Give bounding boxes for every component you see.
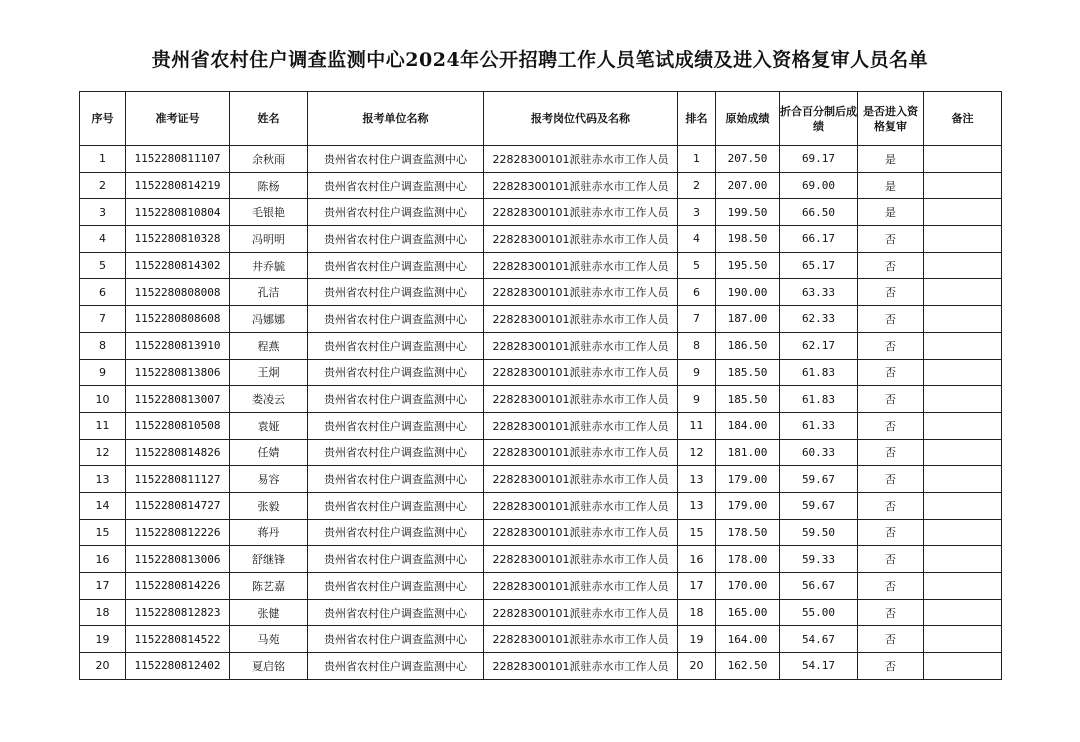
cell-name: 冯明明 [230, 226, 308, 253]
table-row [80, 172, 1002, 199]
cell-seq: 4 [80, 226, 126, 253]
cell-raw-score: 199.50 [716, 199, 780, 226]
cell-percent-score: 61.83 [780, 359, 858, 386]
cell-seq: 11 [80, 412, 126, 439]
cell-seq: 9 [80, 359, 126, 386]
cell-unit: 贵州省农村住户调查监测中心 [308, 519, 484, 546]
cell-seq: 17 [80, 573, 126, 600]
col-header-rank: 排名 [678, 92, 716, 146]
cell-seq: 14 [80, 492, 126, 519]
cell-seq: 5 [80, 252, 126, 279]
cell-rank: 13 [678, 492, 716, 519]
cell-percent-score: 69.00 [780, 172, 858, 199]
cell-unit: 贵州省农村住户调查监测中心 [308, 359, 484, 386]
cell-name: 王炯 [230, 359, 308, 386]
table-row [80, 306, 1002, 333]
table-row [80, 546, 1002, 573]
cell-percent-score: 63.33 [780, 279, 858, 306]
col-header-name: 姓名 [230, 92, 308, 146]
cell-name: 易容 [230, 466, 308, 493]
cell-rank: 18 [678, 599, 716, 626]
table-row [80, 279, 1002, 306]
cell-raw-score: 170.00 [716, 573, 780, 600]
cell-exam-id: 1152280813910 [126, 332, 230, 359]
cell-raw-score: 198.50 [716, 226, 780, 253]
col-header-note: 备注 [924, 92, 1002, 146]
cell-note [924, 172, 1002, 199]
cell-percent-score: 60.33 [780, 439, 858, 466]
cell-review: 否 [858, 653, 924, 680]
table-row [80, 626, 1002, 653]
cell-note [924, 439, 1002, 466]
cell-name: 孔洁 [230, 279, 308, 306]
cell-note [924, 332, 1002, 359]
cell-exam-id: 1152280812226 [126, 519, 230, 546]
cell-position: 22828300101派驻赤水市工作人员 [484, 626, 678, 653]
cell-position: 22828300101派驻赤水市工作人员 [484, 466, 678, 493]
cell-name: 毛银艳 [230, 199, 308, 226]
cell-note [924, 279, 1002, 306]
cell-name: 井乔毓 [230, 252, 308, 279]
cell-raw-score: 164.00 [716, 626, 780, 653]
cell-percent-score: 59.67 [780, 466, 858, 493]
table-row [80, 226, 1002, 253]
cell-percent-score: 66.17 [780, 226, 858, 253]
cell-position: 22828300101派驻赤水市工作人员 [484, 653, 678, 680]
cell-raw-score: 165.00 [716, 599, 780, 626]
cell-review: 否 [858, 279, 924, 306]
cell-position: 22828300101派驻赤水市工作人员 [484, 172, 678, 199]
cell-exam-id: 1152280814522 [126, 626, 230, 653]
cell-review: 否 [858, 386, 924, 413]
cell-position: 22828300101派驻赤水市工作人员 [484, 359, 678, 386]
table-row [80, 386, 1002, 413]
cell-note [924, 546, 1002, 573]
cell-unit: 贵州省农村住户调查监测中心 [308, 226, 484, 253]
table-row [80, 359, 1002, 386]
cell-rank: 17 [678, 573, 716, 600]
cell-seq: 7 [80, 306, 126, 333]
cell-seq: 16 [80, 546, 126, 573]
cell-raw-score: 185.50 [716, 386, 780, 413]
cell-name: 蒋丹 [230, 519, 308, 546]
cell-note [924, 412, 1002, 439]
cell-exam-id: 1152280814226 [126, 573, 230, 600]
cell-unit: 贵州省农村住户调查监测中心 [308, 599, 484, 626]
cell-rank: 11 [678, 412, 716, 439]
cell-note [924, 252, 1002, 279]
cell-rank: 3 [678, 199, 716, 226]
cell-unit: 贵州省农村住户调查监测中心 [308, 546, 484, 573]
cell-rank: 20 [678, 653, 716, 680]
cell-seq: 19 [80, 626, 126, 653]
cell-unit: 贵州省农村住户调查监测中心 [308, 279, 484, 306]
cell-review: 否 [858, 306, 924, 333]
cell-exam-id: 1152280808608 [126, 306, 230, 333]
table-row [80, 599, 1002, 626]
cell-percent-score: 61.33 [780, 412, 858, 439]
cell-review: 是 [858, 172, 924, 199]
cell-note [924, 519, 1002, 546]
cell-raw-score: 207.00 [716, 172, 780, 199]
cell-raw-score: 195.50 [716, 252, 780, 279]
cell-seq: 6 [80, 279, 126, 306]
table-row [80, 519, 1002, 546]
cell-seq: 3 [80, 199, 126, 226]
cell-name: 陈艺嘉 [230, 573, 308, 600]
cell-unit: 贵州省农村住户调查监测中心 [308, 252, 484, 279]
table-row [80, 146, 1002, 173]
cell-rank: 9 [678, 386, 716, 413]
cell-note [924, 386, 1002, 413]
cell-unit: 贵州省农村住户调查监测中心 [308, 653, 484, 680]
cell-rank: 13 [678, 466, 716, 493]
cell-unit: 贵州省农村住户调查监测中心 [308, 573, 484, 600]
table-row [80, 332, 1002, 359]
cell-raw-score: 190.00 [716, 279, 780, 306]
cell-position: 22828300101派驻赤水市工作人员 [484, 199, 678, 226]
cell-exam-id: 1152280814219 [126, 172, 230, 199]
cell-exam-id: 1152280814727 [126, 492, 230, 519]
cell-note [924, 492, 1002, 519]
cell-note [924, 359, 1002, 386]
cell-seq: 10 [80, 386, 126, 413]
cell-exam-id: 1152280813806 [126, 359, 230, 386]
cell-rank: 2 [678, 172, 716, 199]
cell-position: 22828300101派驻赤水市工作人员 [484, 386, 678, 413]
cell-exam-id: 1152280808008 [126, 279, 230, 306]
cell-seq: 2 [80, 172, 126, 199]
cell-name: 陈杨 [230, 172, 308, 199]
cell-exam-id: 1152280814302 [126, 252, 230, 279]
cell-rank: 1 [678, 146, 716, 173]
cell-name: 张健 [230, 599, 308, 626]
cell-exam-id: 1152280813006 [126, 546, 230, 573]
cell-name: 夏启铭 [230, 653, 308, 680]
cell-exam-id: 1152280814826 [126, 439, 230, 466]
cell-unit: 贵州省农村住户调查监测中心 [308, 199, 484, 226]
cell-note [924, 466, 1002, 493]
cell-rank: 16 [678, 546, 716, 573]
cell-name: 娄凌云 [230, 386, 308, 413]
cell-review: 否 [858, 412, 924, 439]
cell-percent-score: 59.67 [780, 492, 858, 519]
cell-position: 22828300101派驻赤水市工作人员 [484, 439, 678, 466]
cell-position: 22828300101派驻赤水市工作人员 [484, 332, 678, 359]
cell-raw-score: 179.00 [716, 466, 780, 493]
cell-note [924, 146, 1002, 173]
cell-review: 否 [858, 573, 924, 600]
cell-raw-score: 162.50 [716, 653, 780, 680]
col-header-exam-id: 准考证号 [126, 92, 230, 146]
cell-name: 马苑 [230, 626, 308, 653]
cell-seq: 13 [80, 466, 126, 493]
cell-rank: 8 [678, 332, 716, 359]
col-header-raw-score: 原始成绩 [716, 92, 780, 146]
cell-review: 否 [858, 439, 924, 466]
cell-position: 22828300101派驻赤水市工作人员 [484, 279, 678, 306]
cell-exam-id: 1152280812402 [126, 653, 230, 680]
cell-unit: 贵州省农村住户调查监测中心 [308, 439, 484, 466]
cell-position: 22828300101派驻赤水市工作人员 [484, 492, 678, 519]
cell-seq: 20 [80, 653, 126, 680]
cell-review: 否 [858, 519, 924, 546]
cell-name: 余秋雨 [230, 146, 308, 173]
cell-raw-score: 187.00 [716, 306, 780, 333]
cell-review: 是 [858, 146, 924, 173]
cell-position: 22828300101派驻赤水市工作人员 [484, 599, 678, 626]
cell-position: 22828300101派驻赤水市工作人员 [484, 306, 678, 333]
cell-rank: 7 [678, 306, 716, 333]
table-row [80, 466, 1002, 493]
cell-rank: 15 [678, 519, 716, 546]
cell-note [924, 599, 1002, 626]
cell-note [924, 653, 1002, 680]
table-row [80, 573, 1002, 600]
cell-position: 22828300101派驻赤水市工作人员 [484, 546, 678, 573]
cell-percent-score: 65.17 [780, 252, 858, 279]
cell-position: 22828300101派驻赤水市工作人员 [484, 519, 678, 546]
cell-percent-score: 69.17 [780, 146, 858, 173]
cell-seq: 8 [80, 332, 126, 359]
cell-exam-id: 1152280811127 [126, 466, 230, 493]
cell-unit: 贵州省农村住户调查监测中心 [308, 332, 484, 359]
cell-exam-id: 1152280810328 [126, 226, 230, 253]
cell-raw-score: 185.50 [716, 359, 780, 386]
cell-review: 否 [858, 599, 924, 626]
cell-review: 是 [858, 199, 924, 226]
cell-name: 张毅 [230, 492, 308, 519]
cell-raw-score: 179.00 [716, 492, 780, 519]
cell-note [924, 199, 1002, 226]
cell-name: 舒继锋 [230, 546, 308, 573]
cell-rank: 5 [678, 252, 716, 279]
cell-name: 冯娜娜 [230, 306, 308, 333]
cell-seq: 18 [80, 599, 126, 626]
cell-review: 否 [858, 359, 924, 386]
cell-review: 否 [858, 492, 924, 519]
table-row [80, 439, 1002, 466]
cell-percent-score: 62.17 [780, 332, 858, 359]
cell-percent-score: 54.67 [780, 626, 858, 653]
document-title: 贵州省农村住户调查监测中心2024年公开招聘工作人员笔试成绩及进入资格复审人员名单 [151, 49, 929, 71]
cell-raw-score: 207.50 [716, 146, 780, 173]
cell-review: 否 [858, 226, 924, 253]
results-table [79, 91, 1002, 680]
cell-exam-id: 1152280810508 [126, 412, 230, 439]
cell-exam-id: 1152280813007 [126, 386, 230, 413]
col-header-unit: 报考单位名称 [308, 92, 484, 146]
cell-position: 22828300101派驻赤水市工作人员 [484, 412, 678, 439]
cell-position: 22828300101派驻赤水市工作人员 [484, 573, 678, 600]
cell-rank: 12 [678, 439, 716, 466]
cell-review: 否 [858, 466, 924, 493]
cell-name: 袁娅 [230, 412, 308, 439]
table-row [80, 653, 1002, 680]
cell-review: 否 [858, 546, 924, 573]
cell-percent-score: 59.33 [780, 546, 858, 573]
cell-name: 程燕 [230, 332, 308, 359]
cell-unit: 贵州省农村住户调查监测中心 [308, 626, 484, 653]
cell-seq: 12 [80, 439, 126, 466]
cell-note [924, 573, 1002, 600]
cell-exam-id: 1152280810804 [126, 199, 230, 226]
cell-seq: 1 [80, 146, 126, 173]
cell-percent-score: 55.00 [780, 599, 858, 626]
cell-position: 22828300101派驻赤水市工作人员 [484, 226, 678, 253]
cell-exam-id: 1152280811107 [126, 146, 230, 173]
cell-percent-score: 61.83 [780, 386, 858, 413]
cell-note [924, 226, 1002, 253]
table-row [80, 492, 1002, 519]
col-header-seq: 序号 [80, 92, 126, 146]
cell-percent-score: 62.33 [780, 306, 858, 333]
cell-percent-score: 66.50 [780, 199, 858, 226]
cell-exam-id: 1152280812823 [126, 599, 230, 626]
cell-review: 否 [858, 626, 924, 653]
table-row [80, 199, 1002, 226]
table-row [80, 412, 1002, 439]
cell-unit: 贵州省农村住户调查监测中心 [308, 172, 484, 199]
cell-unit: 贵州省农村住户调查监测中心 [308, 492, 484, 519]
cell-unit: 贵州省农村住户调查监测中心 [308, 386, 484, 413]
col-header-percent-score: 折合百分制后成绩 [780, 92, 858, 146]
cell-percent-score: 59.50 [780, 519, 858, 546]
cell-unit: 贵州省农村住户调查监测中心 [308, 146, 484, 173]
cell-name: 任婧 [230, 439, 308, 466]
cell-position: 22828300101派驻赤水市工作人员 [484, 146, 678, 173]
cell-raw-score: 178.50 [716, 519, 780, 546]
cell-rank: 9 [678, 359, 716, 386]
col-header-position: 报考岗位代码及名称 [484, 92, 678, 146]
cell-percent-score: 54.17 [780, 653, 858, 680]
cell-percent-score: 56.67 [780, 573, 858, 600]
cell-rank: 4 [678, 226, 716, 253]
cell-position: 22828300101派驻赤水市工作人员 [484, 252, 678, 279]
cell-unit: 贵州省农村住户调查监测中心 [308, 412, 484, 439]
cell-review: 否 [858, 252, 924, 279]
cell-raw-score: 184.00 [716, 412, 780, 439]
cell-unit: 贵州省农村住户调查监测中心 [308, 306, 484, 333]
table-row [80, 252, 1002, 279]
cell-unit: 贵州省农村住户调查监测中心 [308, 466, 484, 493]
col-header-review: 是否进入资格复审 [858, 92, 924, 146]
cell-raw-score: 186.50 [716, 332, 780, 359]
cell-note [924, 626, 1002, 653]
cell-seq: 15 [80, 519, 126, 546]
cell-note [924, 306, 1002, 333]
cell-rank: 19 [678, 626, 716, 653]
cell-raw-score: 178.00 [716, 546, 780, 573]
cell-raw-score: 181.00 [716, 439, 780, 466]
cell-review: 否 [858, 332, 924, 359]
table-header-row [80, 92, 1002, 146]
cell-rank: 6 [678, 279, 716, 306]
